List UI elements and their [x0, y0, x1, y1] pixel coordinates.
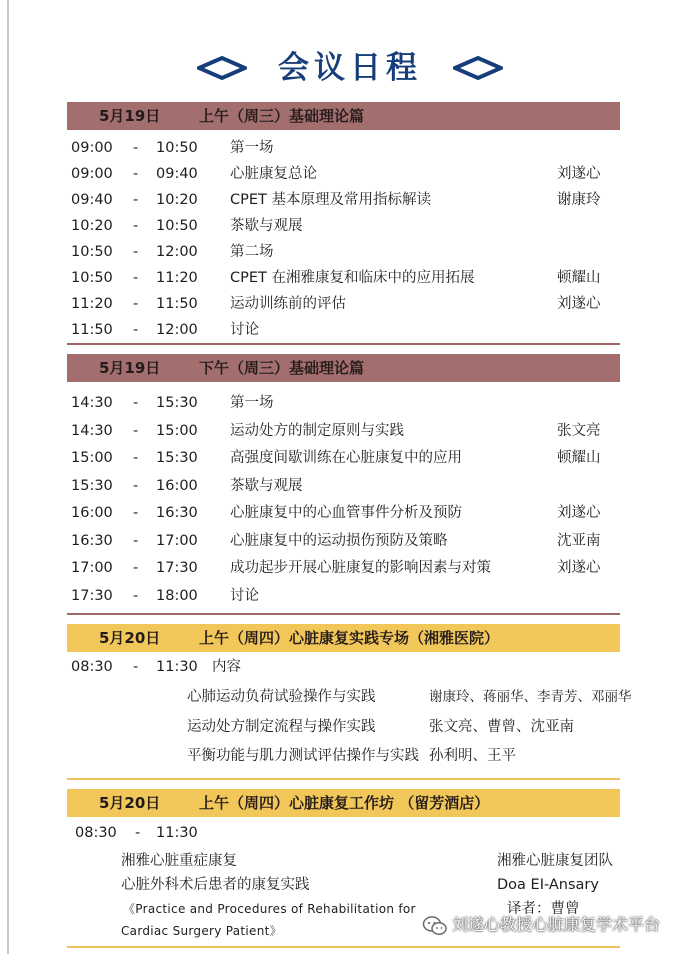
start-time: 16:30: [71, 532, 113, 549]
end-time: 18:00: [156, 587, 198, 604]
end-time: 11:30: [156, 659, 198, 675]
time-separator: -: [133, 296, 139, 312]
end-time: 11:30: [156, 825, 198, 841]
schedule-row: [67, 163, 687, 185]
item-speaker: Doa EI-Ansary: [497, 877, 599, 893]
session-time-row: [67, 822, 687, 844]
section-title: 上午（周四）心脏康复实践专场（湘雅医院）: [199, 629, 500, 647]
practice-session: [67, 656, 632, 780]
row-topic: 心脏康复中的运动损伤预防及策略: [230, 532, 448, 549]
time-separator: -: [133, 192, 139, 208]
item-topic: 湘雅心脏重症康复: [121, 853, 237, 869]
section-date: 5月19日: [99, 359, 161, 377]
row-topic: 讨论: [230, 587, 259, 604]
schedule-row: [67, 267, 687, 289]
time-separator: -: [133, 140, 139, 156]
section-header-2: [67, 354, 620, 382]
row-topic: 成功起步开展心脏康复的影响因素与对策: [230, 560, 491, 576]
row-speaker: 顿耀山: [557, 450, 601, 466]
row-topic: 茶歇与观展: [230, 477, 303, 494]
end-time: 15:30: [156, 450, 198, 466]
row-speaker: 张文亮: [557, 422, 601, 439]
time-separator: -: [133, 659, 139, 675]
time-separator: -: [133, 560, 139, 576]
list-item: [67, 850, 627, 872]
section-bar: [67, 624, 620, 652]
row-speaker: 谢康玲: [557, 192, 601, 208]
time-separator: -: [133, 505, 139, 521]
diamond-icon-left: [197, 56, 247, 80]
row-speaker: 顿耀山: [557, 270, 601, 286]
schedule-row: [67, 293, 687, 315]
item-topic: Cardiac Surgery Patient》: [121, 924, 282, 938]
end-time: 11:20: [156, 270, 198, 286]
start-time: 08:30: [75, 825, 117, 841]
schedule-row: [67, 189, 687, 211]
row-speaker: 刘遂心: [557, 296, 601, 312]
row-topic: 茶歇与观展: [230, 218, 303, 234]
row-topic: CPET 基本原理及常用指标解读: [230, 192, 431, 208]
section-divider: [67, 946, 620, 948]
section-title: 上午（周四）心脏康复工作坊 （留芳酒店）: [199, 794, 490, 812]
session-time-row: [67, 656, 687, 678]
start-time: 09:00: [71, 140, 113, 156]
list-item: [67, 716, 627, 738]
row-topic: 第一场: [230, 140, 274, 156]
page-header: [0, 40, 700, 96]
end-time: 17:00: [156, 532, 198, 549]
time-separator: -: [133, 244, 139, 260]
item-speaker: 译者：曹曾: [507, 901, 580, 917]
section-title: 上午（周三）基础理论篇: [199, 107, 365, 125]
start-time: 16:00: [71, 505, 113, 521]
time-separator: -: [133, 450, 139, 466]
row-topic: 讨论: [230, 322, 259, 338]
section-bar: [67, 789, 620, 817]
diamond-icon-right: [453, 56, 503, 80]
end-time: 16:30: [156, 505, 198, 521]
schedule-row: [67, 420, 687, 442]
section-bar: [67, 354, 620, 382]
section-header-3: [67, 624, 620, 652]
start-time: 14:30: [71, 395, 113, 411]
row-topic: 高强度间歇训练在心脏康复中的应用: [230, 450, 462, 466]
page-left-border: [7, 0, 9, 954]
section-title: 下午（周三）基础理论篇: [199, 359, 365, 377]
schedule-row: [67, 319, 687, 341]
row-speaker: 沈亚南: [557, 532, 601, 549]
row-speaker: 刘遂心: [557, 166, 601, 182]
page-title: 会议日程: [278, 50, 422, 86]
end-time: 15:00: [156, 422, 198, 439]
item-topic: 运动处方制定流程与操作实践: [187, 719, 376, 735]
section-date: 5月20日: [99, 629, 161, 647]
row-speaker: 刘遂心: [557, 560, 601, 576]
end-time: 10:50: [156, 218, 198, 234]
start-time: 10:20: [71, 218, 113, 234]
time-separator: -: [133, 218, 139, 234]
section-date: 5月19日: [99, 107, 161, 125]
start-time: 17:30: [71, 587, 113, 604]
section-header-1: [67, 102, 620, 130]
list-item: [67, 745, 627, 767]
item-speaker: 谢康玲、蒋丽华、李青芳、邓丽华: [429, 689, 632, 705]
start-time: 10:50: [71, 270, 113, 286]
row-topic: 第二场: [230, 244, 274, 260]
time-separator: -: [133, 395, 139, 411]
time-separator: -: [133, 477, 139, 494]
schedule-row: [67, 137, 687, 159]
section-divider: [67, 778, 620, 780]
end-time: 16:00: [156, 477, 198, 494]
schedule-row: [67, 392, 687, 414]
start-time: 17:00: [71, 560, 113, 576]
schedule-row: [67, 215, 687, 237]
watermark: [422, 912, 660, 938]
watermark-text: 刘遂心教授心脏康复学术平台: [452, 915, 661, 934]
section-divider: [67, 343, 620, 345]
time-separator: -: [133, 270, 139, 286]
section-bar: [67, 102, 620, 130]
item-speaker: 张文亮、曹曾、沈亚南: [429, 719, 574, 735]
item-topic: 心脏外科术后患者的康复实践: [121, 877, 310, 893]
end-time: 17:30: [156, 560, 198, 576]
start-time: 08:30: [71, 659, 113, 675]
start-time: 10:50: [71, 244, 113, 260]
row-topic: 第一场: [230, 395, 274, 411]
time-separator: -: [133, 166, 139, 182]
schedule-row: [67, 530, 687, 552]
section-header-4: [67, 789, 620, 817]
end-time: 15:30: [156, 395, 198, 411]
row-topic: 运动训练前的评估: [230, 296, 346, 312]
item-speaker: 孙利明、王平: [429, 748, 516, 764]
schedule-row: [67, 447, 687, 469]
start-time: 15:30: [71, 477, 113, 494]
row-topic: 心脏康复中的心血管事件分析及预防: [230, 505, 462, 521]
row-topic: CPET 在湘雅康复和临床中的应用拓展: [230, 270, 475, 286]
row-topic: 心脏康复总论: [230, 166, 317, 182]
row-speaker: 刘遂心: [557, 505, 601, 521]
schedule-row: [67, 502, 687, 524]
time-separator: -: [133, 322, 139, 338]
end-time: 09:40: [156, 166, 198, 182]
content-label: 内容: [212, 659, 241, 675]
end-time: 10:20: [156, 192, 198, 208]
start-time: 09:40: [71, 192, 113, 208]
start-time: 11:50: [71, 322, 113, 338]
list-item: [67, 874, 627, 896]
start-time: 09:00: [71, 166, 113, 182]
schedule-row: [67, 585, 687, 607]
schedule-row: [67, 241, 687, 263]
end-time: 12:00: [156, 244, 198, 260]
start-time: 11:20: [71, 296, 113, 312]
item-speaker: 湘雅心脏康复团队: [497, 853, 613, 869]
schedule-row: [67, 557, 687, 579]
end-time: 12:00: [156, 322, 198, 338]
section-divider: [67, 613, 620, 615]
row-topic: 运动处方的制定原则与实践: [230, 422, 404, 439]
item-topic: 心肺运动负荷试验操作与实践: [187, 689, 376, 705]
time-separator: -: [133, 587, 139, 604]
section-date: 5月20日: [99, 794, 161, 812]
item-topic: 平衡功能与肌力测试评估操作与实践: [187, 748, 419, 764]
start-time: 15:00: [71, 450, 113, 466]
start-time: 14:30: [71, 422, 113, 439]
end-time: 10:50: [156, 140, 198, 156]
time-separator: -: [133, 532, 139, 549]
end-time: 11:50: [156, 296, 198, 312]
list-item: [67, 686, 632, 708]
item-topic: 《Practice and Procedures of Rehabilitation for: [123, 902, 416, 916]
time-separator: -: [135, 825, 141, 841]
schedule-row: [67, 475, 687, 497]
wechat-icon: [422, 915, 448, 937]
time-separator: -: [133, 422, 139, 439]
